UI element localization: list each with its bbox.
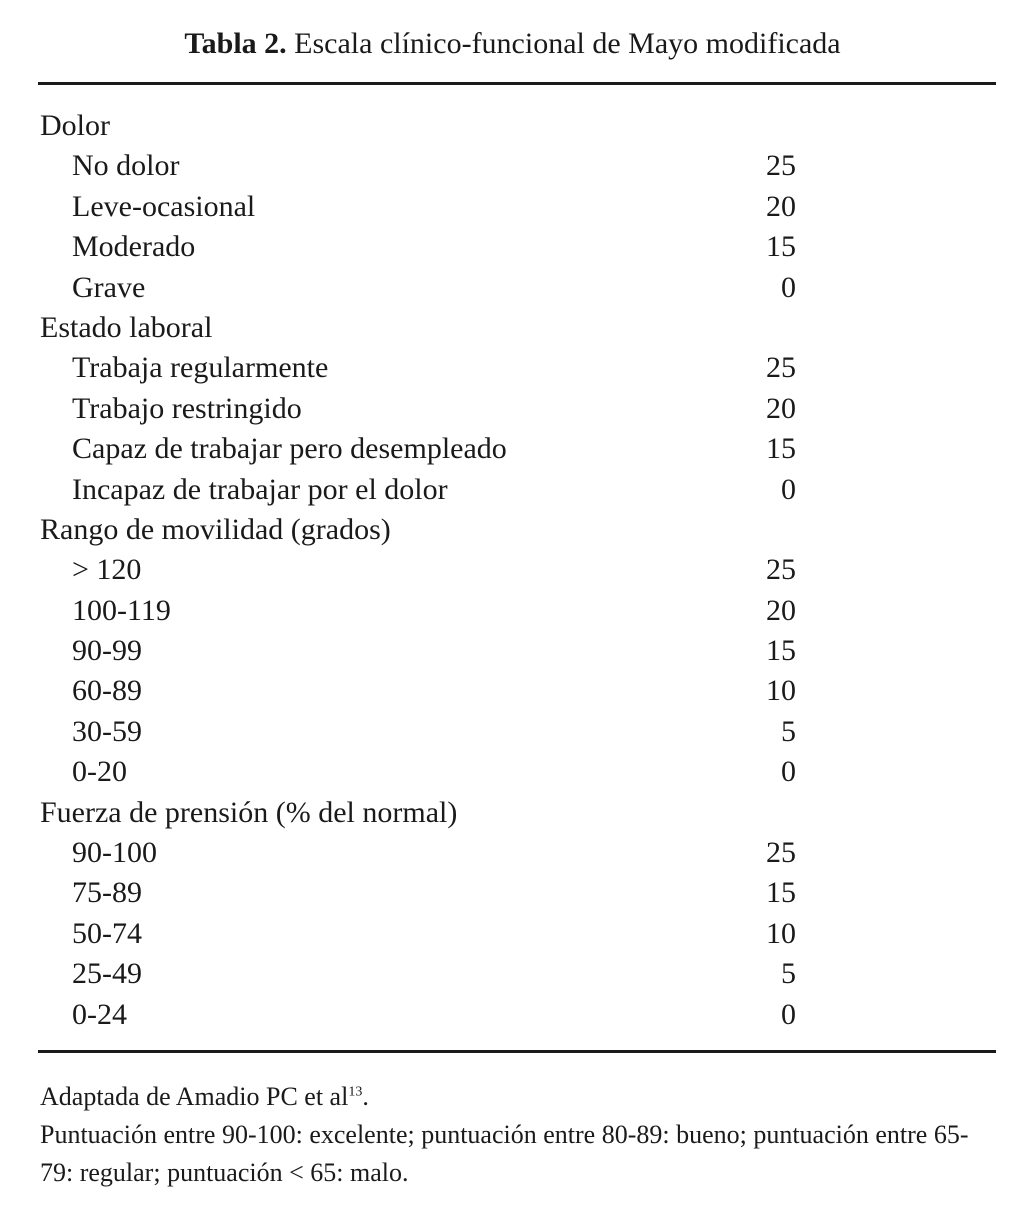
item-label: 100-119 bbox=[72, 593, 171, 627]
table-row bbox=[38, 550, 996, 590]
table-row bbox=[38, 833, 996, 873]
item-label: 0-20 bbox=[72, 755, 127, 789]
item-label: Trabajo restringido bbox=[72, 391, 302, 425]
table-number: Tabla 2. bbox=[184, 27, 287, 60]
table-row bbox=[38, 712, 996, 752]
section-header-row bbox=[38, 308, 996, 348]
table-row bbox=[38, 752, 996, 792]
item-score: 25 bbox=[766, 553, 796, 587]
section-label: Estado laboral bbox=[40, 310, 213, 344]
source-text: Adaptada de Amadio PC et al bbox=[40, 1082, 349, 1111]
item-score: 0 bbox=[781, 997, 796, 1031]
table-row bbox=[38, 389, 996, 429]
table-row bbox=[38, 914, 996, 954]
item-label: Moderado bbox=[72, 230, 196, 264]
item-label: 75-89 bbox=[72, 876, 142, 910]
item-score: 15 bbox=[766, 876, 796, 910]
source-end: . bbox=[362, 1082, 369, 1111]
table-row bbox=[38, 268, 996, 308]
table-row bbox=[38, 631, 996, 671]
table-row bbox=[38, 187, 996, 227]
item-score: 25 bbox=[766, 149, 796, 183]
section-header-row bbox=[38, 510, 996, 550]
table-row bbox=[38, 348, 996, 388]
table-row bbox=[38, 470, 996, 510]
item-label: Incapaz de trabajar por el dolor bbox=[72, 472, 448, 506]
score-table bbox=[38, 106, 996, 1035]
item-score: 20 bbox=[766, 391, 796, 425]
item-label: Capaz de trabajar pero desempleado bbox=[72, 432, 507, 466]
item-score: 25 bbox=[766, 836, 796, 870]
section-header-row bbox=[38, 793, 996, 833]
source-note bbox=[40, 1078, 990, 1116]
item-label: 50-74 bbox=[72, 916, 142, 950]
item-label: Trabaja regularmente bbox=[72, 351, 329, 385]
item-label: Leve-ocasional bbox=[72, 189, 256, 223]
bottom-rule bbox=[38, 1050, 996, 1053]
section-label: Dolor bbox=[40, 109, 110, 142]
item-score: 10 bbox=[766, 916, 796, 950]
item-label: 30-59 bbox=[72, 714, 142, 748]
table-row bbox=[38, 227, 996, 267]
item-score: 20 bbox=[766, 593, 796, 627]
item-score: 0 bbox=[781, 472, 796, 506]
section-header-row bbox=[38, 106, 996, 146]
item-score: 15 bbox=[766, 634, 796, 668]
item-score: 15 bbox=[766, 432, 796, 466]
item-score: 20 bbox=[766, 189, 796, 223]
item-label: No dolor bbox=[72, 149, 180, 183]
scoring-note: Puntuación entre 90-100: excelente; puntuación entre 80-89: bueno; puntuación entre 65-79: regular; puntuación < 65: malo. bbox=[40, 1120, 969, 1187]
table-footnote bbox=[40, 1078, 990, 1192]
item-label: 90-100 bbox=[72, 836, 157, 870]
item-label: Grave bbox=[72, 270, 146, 304]
source-reference: 13 bbox=[348, 1084, 363, 1100]
item-score: 15 bbox=[766, 230, 796, 264]
item-label: 0-24 bbox=[72, 997, 127, 1031]
item-score: 10 bbox=[766, 674, 796, 708]
table-title bbox=[0, 24, 1025, 64]
item-score: 0 bbox=[781, 755, 796, 789]
item-score: 5 bbox=[781, 957, 796, 991]
table-row bbox=[38, 146, 996, 186]
item-label: 60-89 bbox=[72, 674, 142, 708]
item-score: 5 bbox=[781, 714, 796, 748]
item-label: 25-49 bbox=[72, 957, 142, 991]
table-row bbox=[38, 671, 996, 711]
item-score: 0 bbox=[781, 270, 796, 304]
item-label: > 120 bbox=[72, 553, 142, 587]
section-label: Rango de movilidad (grados) bbox=[40, 512, 391, 546]
table-row bbox=[38, 591, 996, 631]
table-row bbox=[38, 995, 996, 1035]
table-caption: Escala clínico-funcional de Mayo modificada bbox=[286, 27, 841, 60]
table-row bbox=[38, 873, 996, 913]
table-row bbox=[38, 429, 996, 469]
top-rule bbox=[38, 82, 996, 85]
item-score: 25 bbox=[766, 351, 796, 385]
section-label: Fuerza de prensión (% del normal) bbox=[40, 795, 458, 829]
table-row bbox=[38, 954, 996, 994]
item-label: 90-99 bbox=[72, 634, 142, 668]
